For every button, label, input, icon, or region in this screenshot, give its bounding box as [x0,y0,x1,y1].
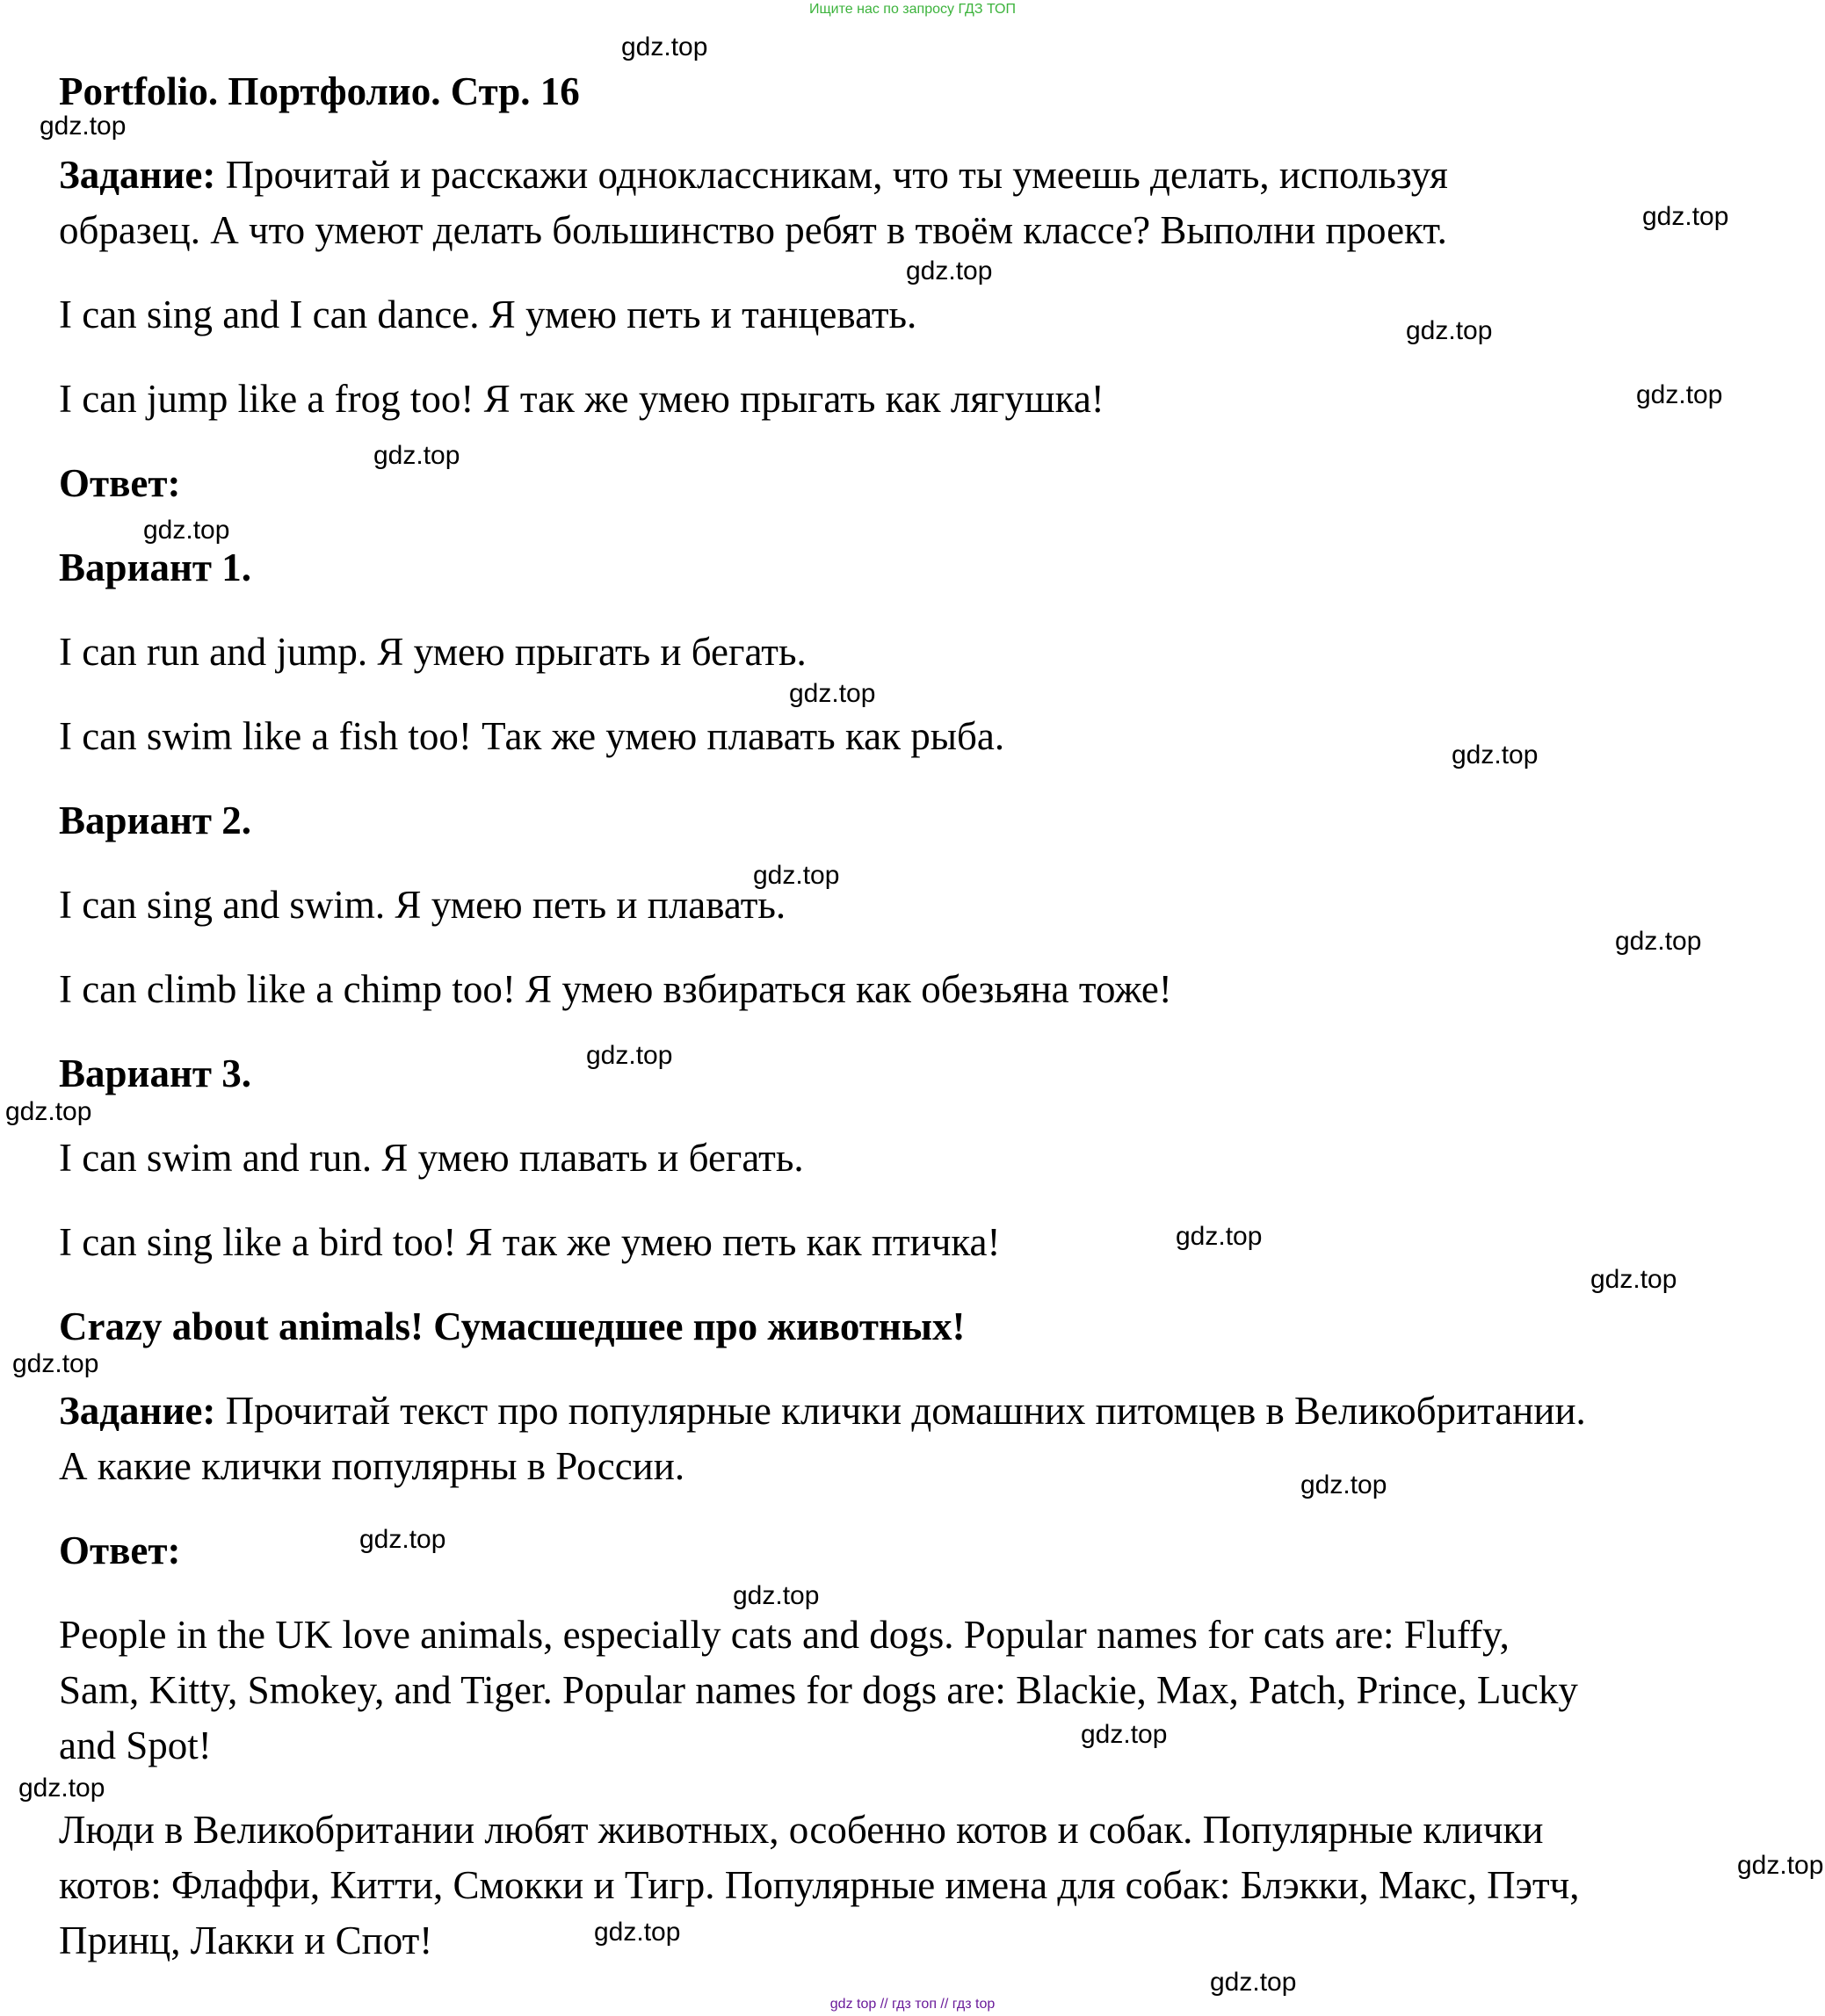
task-1-line-1 [59,148,1448,203]
watermark: gdz.top [1406,316,1493,345]
watermark: gdz.top [359,1525,446,1554]
watermark: gdz.top [1642,202,1729,231]
section-heading: Crazy about animals! Сумасшедшее про животных! [59,1304,966,1348]
watermark: gdz.top [373,441,460,470]
watermark: gdz.top [789,679,876,708]
watermark: gdz.top [586,1041,673,1070]
variant-2-line-2: I can climb like a chimp too! Я умею взбираться как обезьяна тоже! [59,967,1172,1011]
example-line-2: I can jump like a frog too! Я так же умею прыгать как лягушка! [59,377,1104,421]
footer-watermark: gdz top // гдз топ // гдз top [829,1997,996,2012]
task-label: Задание: [59,153,216,197]
watermark: gdz.top [621,33,708,61]
variant-1-line-1: I can run and jump. Я умею прыгать и бегать. [59,630,807,674]
variant-2-line-1: I can sing and swim. Я умею петь и плавать. [59,883,786,927]
watermark: gdz.top [40,112,127,141]
english-text-line-2: Sam, Kitty, Smokey, and Tiger. Popular names for dogs are: Blackie, Max, Patch, Prince, Lucky [59,1668,1578,1712]
variant-1-title: Вариант 1. [59,546,252,589]
page-heading: Portfolio. Портфолио. Стр. 16 [59,69,580,113]
task-text: Прочитай текст про популярные клички домашних питомцев в Великобритании. [225,1389,1586,1433]
watermark: gdz.top [5,1097,92,1126]
watermark: gdz.top [143,516,230,545]
answer-label: Ответ: [59,461,181,505]
task-label: Задание: [59,1389,216,1433]
english-text-line-1: People in the UK love animals, especially cats and dogs. Popular names for cats are: Fluffy, [59,1613,1510,1657]
variant-2-title: Вариант 2. [59,798,252,842]
watermark: gdz.top [906,257,993,285]
watermark: gdz.top [1737,1851,1824,1880]
watermark: gdz.top [753,861,840,890]
watermark: gdz.top [1081,1720,1168,1749]
variant-3-line-1: I can swim and run. Я умею плавать и бегать. [59,1136,804,1180]
answer-label: Ответ: [59,1528,181,1572]
variant-3-line-2: I can sing like a bird too! Я так же умею петь как птичка! [59,1220,1001,1264]
watermark: gdz.top [733,1581,820,1610]
watermark: gdz.top [1590,1265,1677,1294]
variant-1-line-2: I can swim like a fish too! Так же умею плавать как рыба. [59,714,1005,758]
variant-3-title: Вариант 3. [59,1051,252,1095]
task-text: Прочитай и расскажи одноклассникам, что ты умеешь делать, используя [225,153,1448,197]
watermark: gdz.top [12,1349,99,1378]
watermark: gdz.top [1210,1968,1297,1997]
task-2-line-2: А какие клички популярны в России. [59,1444,685,1488]
watermark: gdz.top [1615,927,1702,956]
task-2-line-1 [59,1384,1586,1439]
english-text-line-3: and Spot! [59,1723,212,1767]
watermark: gdz.top [594,1918,681,1947]
top-banner: Ищите нас по запросу ГДЗ ТОП [809,2,1016,17]
watermark: gdz.top [1636,380,1723,409]
watermark: gdz.top [1452,741,1539,770]
russian-text-line-3: Принц, Лакки и Спот! [59,1918,433,1962]
task-1-line-2: образец. А что умеют делать большинство ребят в твоём классе? Выполни проект. [59,208,1447,252]
example-line-1: I can sing and I can dance. Я умею петь и танцевать. [59,293,917,336]
watermark: gdz.top [1176,1222,1263,1251]
russian-text-line-2: котов: Флаффи, Китти, Смокки и Тигр. Популярные имена для собак: Блэкки, Макс, Пэтч, [59,1863,1580,1907]
watermark: gdz.top [18,1774,105,1803]
russian-text-line-1: Люди в Великобритании любят животных, особенно котов и собак. Популярные клички [59,1808,1544,1852]
watermark: gdz.top [1300,1470,1387,1499]
